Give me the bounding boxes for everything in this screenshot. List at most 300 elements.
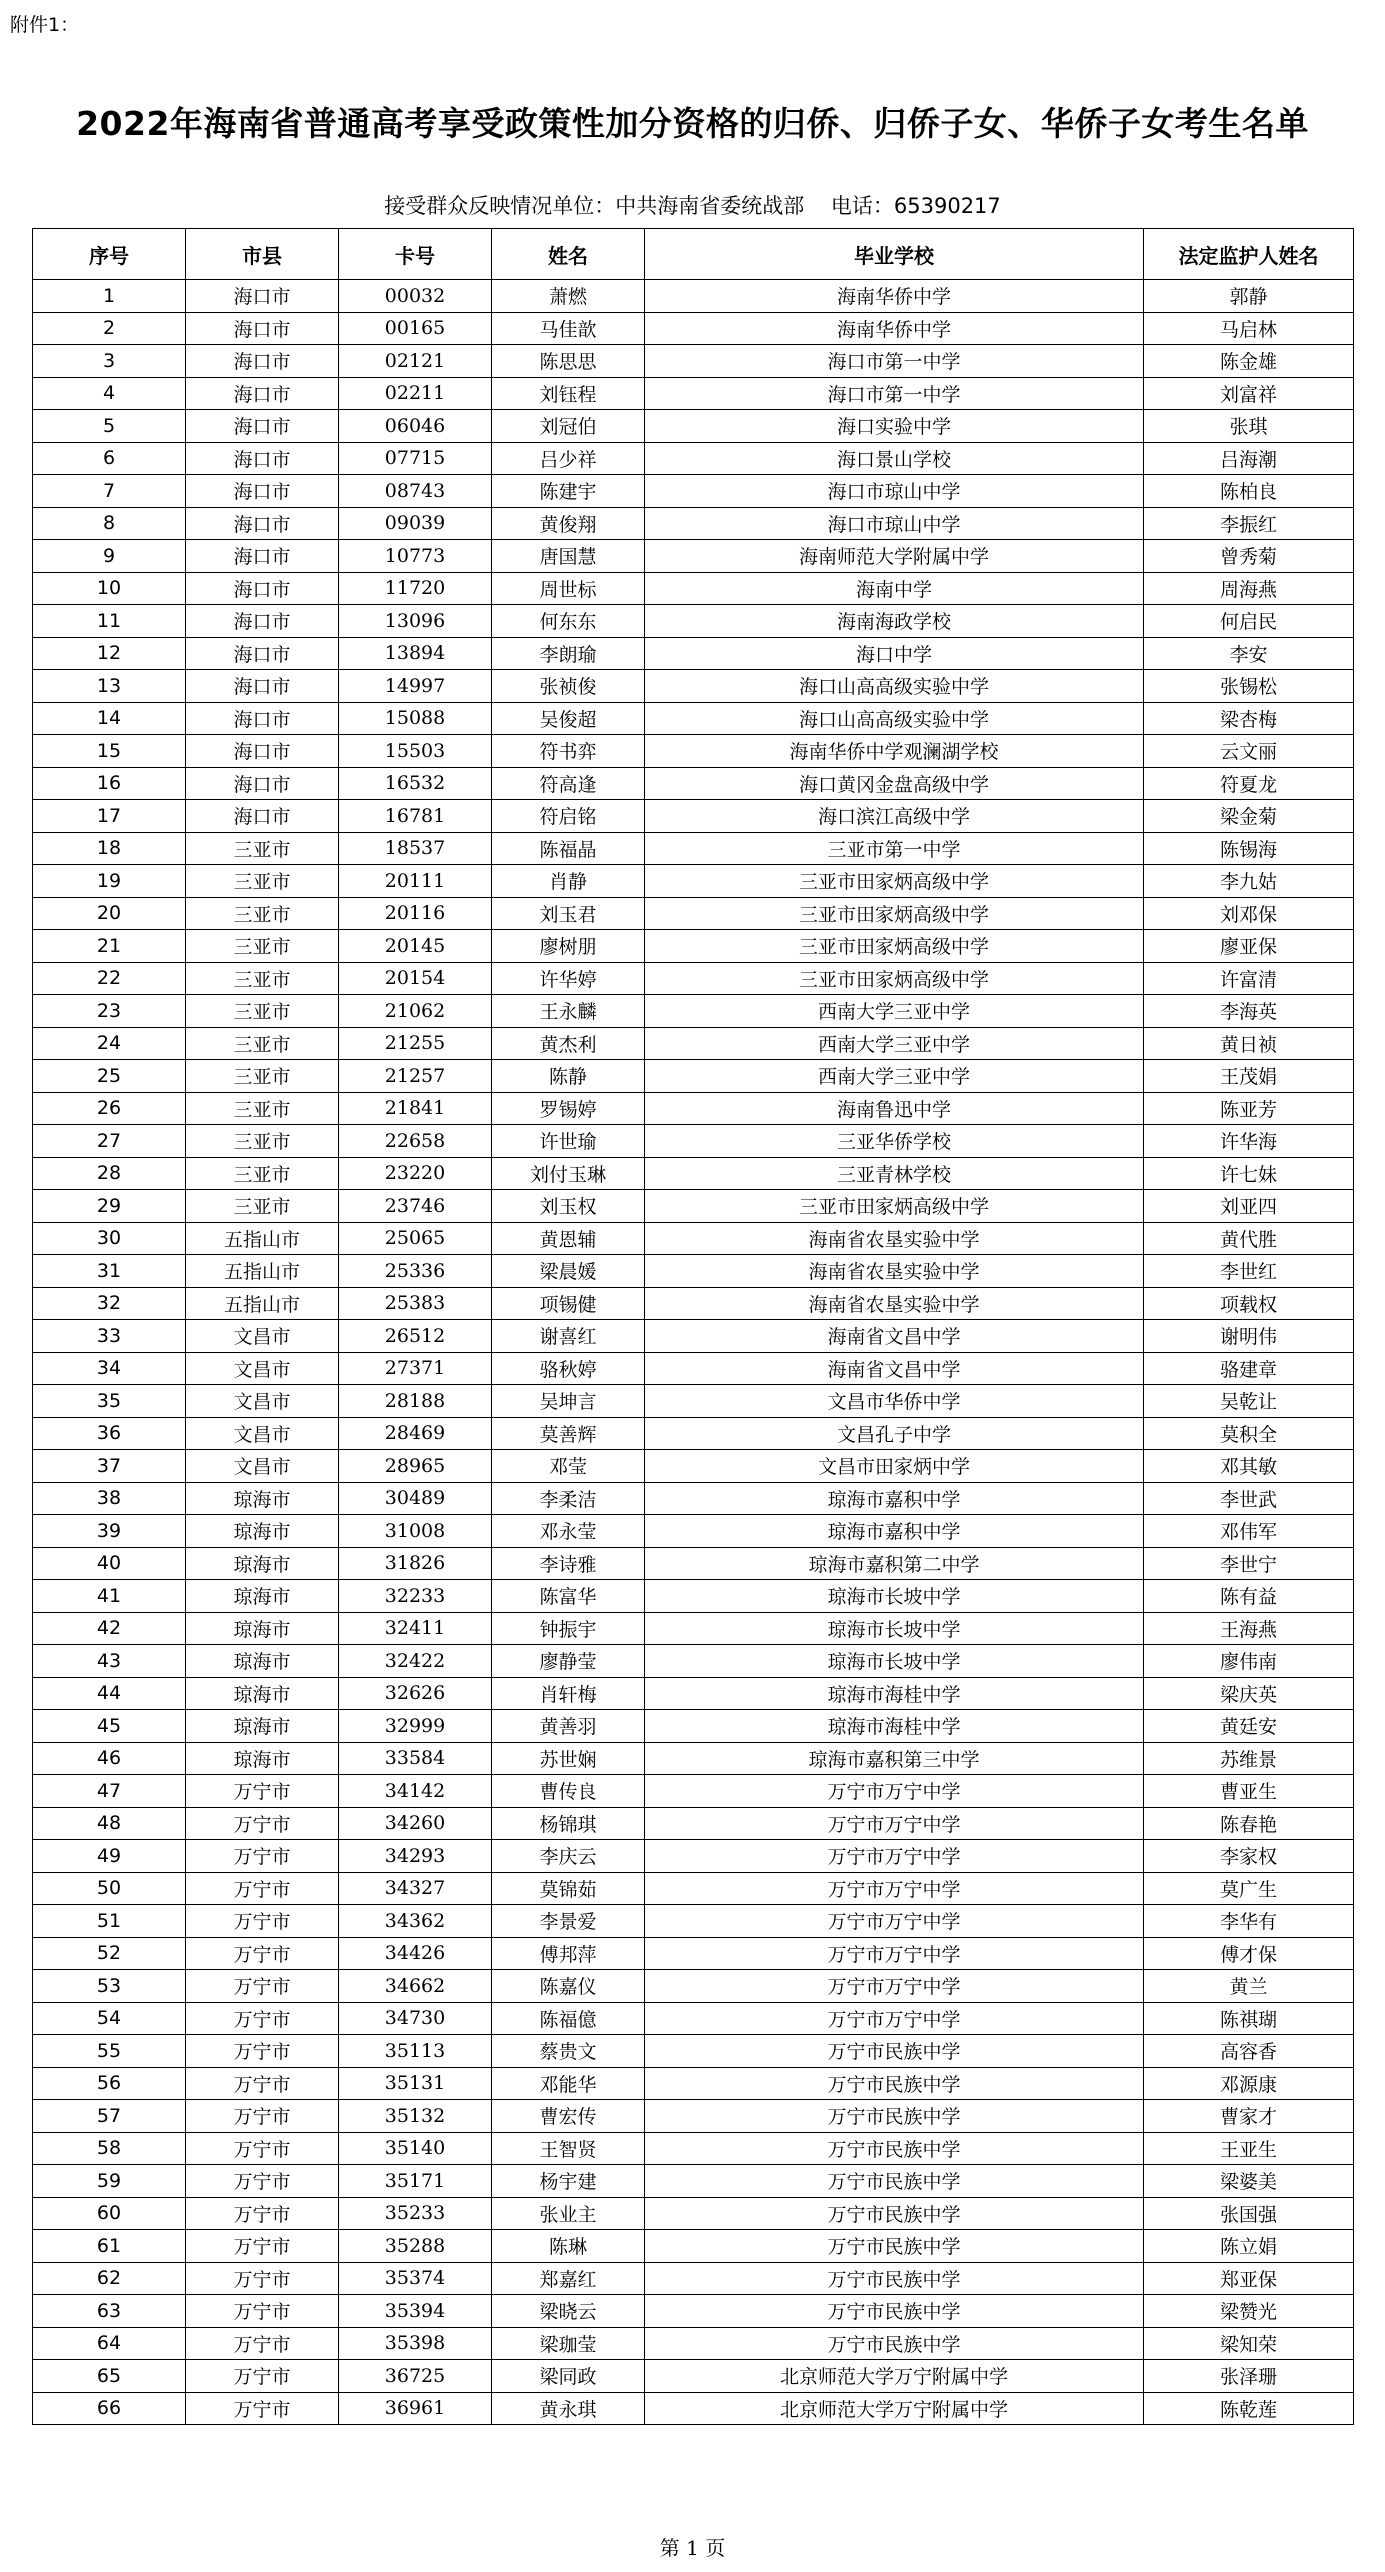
cell-guardian: 刘亚四: [1144, 1190, 1354, 1223]
cell-city: 万宁市: [186, 1970, 339, 2003]
cell-city: 万宁市: [186, 2360, 339, 2393]
cell-school: 万宁市万宁中学: [645, 1970, 1144, 2003]
header-school: 毕业学校: [645, 229, 1144, 280]
cell-seq: 32: [33, 1287, 186, 1320]
cell-card-number: 34362: [339, 1905, 492, 1938]
cell-school: 琼海市长坡中学: [645, 1612, 1144, 1645]
cell-student-name: 黄俊翔: [492, 507, 645, 540]
header-seq: 序号: [33, 229, 186, 280]
table-row: [33, 1742, 1354, 1775]
cell-city: 五指山市: [186, 1255, 339, 1288]
cell-student-name: 曹传良: [492, 1775, 645, 1808]
cell-seq: 41: [33, 1580, 186, 1613]
cell-school: 三亚市田家炳高级中学: [645, 962, 1144, 995]
cell-city: 海口市: [186, 767, 339, 800]
cell-seq: 16: [33, 767, 186, 800]
cell-seq: 6: [33, 442, 186, 475]
table-row: [33, 1872, 1354, 1905]
cell-guardian: 曹亚生: [1144, 1775, 1354, 1808]
cell-guardian: 李振红: [1144, 507, 1354, 540]
table-row: [33, 1287, 1354, 1320]
cell-city: 文昌市: [186, 1385, 339, 1418]
cell-card-number: 35394: [339, 2295, 492, 2328]
contact-line: [0, 190, 1385, 220]
cell-city: 琼海市: [186, 1677, 339, 1710]
cell-school: 海口山高高级实验中学: [645, 702, 1144, 735]
cell-student-name: 陈福億: [492, 2002, 645, 2035]
cell-card-number: 23746: [339, 1190, 492, 1223]
cell-school: 北京师范大学万宁附属中学: [645, 2392, 1144, 2425]
table-row: [33, 280, 1354, 313]
cell-school: 三亚市田家炳高级中学: [645, 865, 1144, 898]
cell-city: 海口市: [186, 280, 339, 313]
cell-card-number: 32626: [339, 1677, 492, 1710]
table-row: [33, 1190, 1354, 1223]
cell-school: 万宁市万宁中学: [645, 1872, 1144, 1905]
cell-school: 琼海市长坡中学: [645, 1645, 1144, 1678]
table-row: [33, 2295, 1354, 2328]
cell-city: 海口市: [186, 670, 339, 703]
cell-card-number: 34260: [339, 1807, 492, 1840]
cell-guardian: 廖伟南: [1144, 1645, 1354, 1678]
cell-seq: 12: [33, 637, 186, 670]
cell-guardian: 邓其敏: [1144, 1450, 1354, 1483]
cell-guardian: 邓源康: [1144, 2067, 1354, 2100]
cell-city: 万宁市: [186, 1807, 339, 1840]
cell-seq: 17: [33, 800, 186, 833]
cell-seq: 52: [33, 1937, 186, 1970]
cell-guardian: 陈春艳: [1144, 1807, 1354, 1840]
cell-seq: 55: [33, 2035, 186, 2068]
cell-seq: 53: [33, 1970, 186, 2003]
cell-guardian: 陈金雄: [1144, 345, 1354, 378]
cell-seq: 65: [33, 2360, 186, 2393]
cell-city: 海口市: [186, 540, 339, 573]
cell-school: 琼海市海桂中学: [645, 1677, 1144, 1710]
cell-school: 海南省农垦实验中学: [645, 1287, 1144, 1320]
cell-guardian: 张泽珊: [1144, 2360, 1354, 2393]
cell-city: 文昌市: [186, 1450, 339, 1483]
cell-seq: 34: [33, 1352, 186, 1385]
cell-card-number: 34293: [339, 1840, 492, 1873]
cell-school: 海口中学: [645, 637, 1144, 670]
cell-city: 万宁市: [186, 2392, 339, 2425]
table-row: [33, 2360, 1354, 2393]
cell-card-number: 20145: [339, 930, 492, 963]
cell-card-number: 34426: [339, 1937, 492, 1970]
cell-city: 琼海市: [186, 1547, 339, 1580]
cell-city: 海口市: [186, 377, 339, 410]
cell-school: 三亚市田家炳高级中学: [645, 897, 1144, 930]
table-row: [33, 670, 1354, 703]
cell-guardian: 何启民: [1144, 605, 1354, 638]
cell-guardian: 李安: [1144, 637, 1354, 670]
cell-student-name: 王永麟: [492, 995, 645, 1028]
cell-guardian: 郑亚保: [1144, 2262, 1354, 2295]
cell-school: 琼海市嘉积第二中学: [645, 1547, 1144, 1580]
cell-city: 琼海市: [186, 1742, 339, 1775]
cell-guardian: 曾秀菊: [1144, 540, 1354, 573]
cell-student-name: 邓永莹: [492, 1515, 645, 1548]
cell-student-name: 黄恩辅: [492, 1222, 645, 1255]
cell-student-name: 苏世娴: [492, 1742, 645, 1775]
cell-card-number: 25383: [339, 1287, 492, 1320]
cell-city: 万宁市: [186, 2132, 339, 2165]
cell-school: 万宁市万宁中学: [645, 1937, 1144, 1970]
contact-phone: 电话：65390217: [830, 194, 1001, 218]
cell-school: 万宁市民族中学: [645, 2165, 1144, 2198]
cell-city: 万宁市: [186, 2165, 339, 2198]
table-row: [33, 2230, 1354, 2263]
cell-city: 海口市: [186, 605, 339, 638]
cell-school: 海南华侨中学: [645, 312, 1144, 345]
table-row: [33, 800, 1354, 833]
cell-guardian: 李海英: [1144, 995, 1354, 1028]
cell-student-name: 蔡贵文: [492, 2035, 645, 2068]
cell-seq: 49: [33, 1840, 186, 1873]
cell-seq: 33: [33, 1320, 186, 1353]
table-row: [33, 2002, 1354, 2035]
cell-guardian: 李家权: [1144, 1840, 1354, 1873]
cell-guardian: 廖亚保: [1144, 930, 1354, 963]
cell-school: 万宁市民族中学: [645, 2262, 1144, 2295]
cell-guardian: 苏维景: [1144, 1742, 1354, 1775]
cell-guardian: 李华有: [1144, 1905, 1354, 1938]
cell-seq: 62: [33, 2262, 186, 2295]
table-row: [33, 2197, 1354, 2230]
table-row: [33, 1612, 1354, 1645]
cell-school: 万宁市民族中学: [645, 2132, 1144, 2165]
cell-card-number: 06046: [339, 410, 492, 443]
cell-city: 琼海市: [186, 1645, 339, 1678]
cell-card-number: 28188: [339, 1385, 492, 1418]
cell-school: 万宁市万宁中学: [645, 1775, 1144, 1808]
cell-city: 海口市: [186, 800, 339, 833]
cell-guardian: 黄日祯: [1144, 1027, 1354, 1060]
cell-student-name: 刘玉权: [492, 1190, 645, 1223]
cell-school: 万宁市民族中学: [645, 2035, 1144, 2068]
cell-school: 海口山高高级实验中学: [645, 670, 1144, 703]
cell-student-name: 陈富华: [492, 1580, 645, 1613]
cell-guardian: 吴乾让: [1144, 1385, 1354, 1418]
cell-seq: 40: [33, 1547, 186, 1580]
cell-school: 万宁市民族中学: [645, 2295, 1144, 2328]
cell-student-name: 刘钰程: [492, 377, 645, 410]
cell-school: 海口滨江高级中学: [645, 800, 1144, 833]
cell-guardian: 符夏龙: [1144, 767, 1354, 800]
cell-student-name: 周世标: [492, 572, 645, 605]
cell-school: 海口景山学校: [645, 442, 1144, 475]
cell-student-name: 萧燃: [492, 280, 645, 313]
cell-student-name: 陈静: [492, 1060, 645, 1093]
cell-school: 北京师范大学万宁附属中学: [645, 2360, 1144, 2393]
table-row: [33, 637, 1354, 670]
cell-student-name: 王智贤: [492, 2132, 645, 2165]
cell-seq: 58: [33, 2132, 186, 2165]
table-row: [33, 1547, 1354, 1580]
cell-city: 琼海市: [186, 1710, 339, 1743]
cell-student-name: 许世瑜: [492, 1125, 645, 1158]
cell-city: 万宁市: [186, 2035, 339, 2068]
cell-seq: 61: [33, 2230, 186, 2263]
cell-student-name: 李柔洁: [492, 1482, 645, 1515]
cell-student-name: 杨锦琪: [492, 1807, 645, 1840]
table-header-row: [33, 229, 1354, 280]
table-row: [33, 410, 1354, 443]
header-guardian: 法定监护人姓名: [1144, 229, 1354, 280]
cell-city: 海口市: [186, 312, 339, 345]
cell-card-number: 02211: [339, 377, 492, 410]
cell-guardian: 骆建章: [1144, 1352, 1354, 1385]
cell-city: 三亚市: [186, 1157, 339, 1190]
cell-seq: 14: [33, 702, 186, 735]
table-row: [33, 1385, 1354, 1418]
cell-card-number: 07715: [339, 442, 492, 475]
cell-guardian: 许七妹: [1144, 1157, 1354, 1190]
cell-school: 文昌市田家炳中学: [645, 1450, 1144, 1483]
cell-school: 万宁市民族中学: [645, 2100, 1144, 2133]
cell-city: 万宁市: [186, 1937, 339, 1970]
cell-guardian: 刘邓保: [1144, 897, 1354, 930]
cell-seq: 25: [33, 1060, 186, 1093]
cell-card-number: 11720: [339, 572, 492, 605]
cell-card-number: 36961: [339, 2392, 492, 2425]
contact-unit: 接受群众反映情况单位：中共海南省委统战部: [384, 194, 805, 218]
cell-school: 文昌孔子中学: [645, 1417, 1144, 1450]
cell-seq: 38: [33, 1482, 186, 1515]
cell-card-number: 35288: [339, 2230, 492, 2263]
table-row: [33, 702, 1354, 735]
cell-seq: 15: [33, 735, 186, 768]
cell-school: 海口实验中学: [645, 410, 1144, 443]
table-row: [33, 2132, 1354, 2165]
cell-card-number: 18537: [339, 832, 492, 865]
table-row: [33, 1060, 1354, 1093]
cell-guardian: 梁婆美: [1144, 2165, 1354, 2198]
cell-card-number: 34142: [339, 1775, 492, 1808]
cell-guardian: 项载权: [1144, 1287, 1354, 1320]
cell-city: 三亚市: [186, 930, 339, 963]
cell-school: 三亚青林学校: [645, 1157, 1144, 1190]
cell-guardian: 王亚生: [1144, 2132, 1354, 2165]
cell-card-number: 25336: [339, 1255, 492, 1288]
cell-city: 三亚市: [186, 1060, 339, 1093]
cell-school: 西南大学三亚中学: [645, 1027, 1144, 1060]
cell-card-number: 35171: [339, 2165, 492, 2198]
cell-city: 万宁市: [186, 2262, 339, 2295]
cell-card-number: 35398: [339, 2327, 492, 2360]
cell-guardian: 陈有益: [1144, 1580, 1354, 1613]
cell-school: 琼海市嘉积中学: [645, 1515, 1144, 1548]
cell-guardian: 刘富祥: [1144, 377, 1354, 410]
cell-student-name: 马佳歆: [492, 312, 645, 345]
table-row: [33, 377, 1354, 410]
cell-student-name: 符启铭: [492, 800, 645, 833]
table-row: [33, 2100, 1354, 2133]
cell-card-number: 34327: [339, 1872, 492, 1905]
table-row: [33, 2262, 1354, 2295]
table-row: [33, 930, 1354, 963]
roster-body: [33, 280, 1354, 2425]
cell-guardian: 李世宁: [1144, 1547, 1354, 1580]
roster-table: [32, 228, 1354, 2425]
cell-seq: 10: [33, 572, 186, 605]
cell-city: 三亚市: [186, 995, 339, 1028]
cell-seq: 50: [33, 1872, 186, 1905]
cell-card-number: 32999: [339, 1710, 492, 1743]
cell-city: 万宁市: [186, 2327, 339, 2360]
cell-student-name: 廖静莹: [492, 1645, 645, 1678]
table-row: [33, 1027, 1354, 1060]
table-row: [33, 832, 1354, 865]
cell-seq: 42: [33, 1612, 186, 1645]
table-row: [33, 1125, 1354, 1158]
cell-guardian: 李世红: [1144, 1255, 1354, 1288]
cell-school: 琼海市海桂中学: [645, 1710, 1144, 1743]
cell-city: 万宁市: [186, 1775, 339, 1808]
cell-card-number: 10773: [339, 540, 492, 573]
cell-student-name: 陈建宇: [492, 475, 645, 508]
cell-school: 海南华侨中学: [645, 280, 1144, 313]
table-row: [33, 345, 1354, 378]
cell-school: 海南省文昌中学: [645, 1320, 1144, 1353]
cell-city: 海口市: [186, 572, 339, 605]
table-row: [33, 1320, 1354, 1353]
cell-city: 万宁市: [186, 1872, 339, 1905]
cell-card-number: 08743: [339, 475, 492, 508]
cell-guardian: 黄兰: [1144, 1970, 1354, 2003]
table-row: [33, 1807, 1354, 1840]
cell-city: 万宁市: [186, 2100, 339, 2133]
cell-guardian: 张国强: [1144, 2197, 1354, 2230]
cell-city: 文昌市: [186, 1352, 339, 1385]
cell-card-number: 21257: [339, 1060, 492, 1093]
cell-city: 海口市: [186, 442, 339, 475]
cell-student-name: 李朗瑜: [492, 637, 645, 670]
cell-student-name: 罗锡婷: [492, 1092, 645, 1125]
cell-student-name: 梁晨媛: [492, 1255, 645, 1288]
cell-student-name: 吴俊超: [492, 702, 645, 735]
cell-card-number: 15088: [339, 702, 492, 735]
cell-student-name: 许华婷: [492, 962, 645, 995]
cell-school: 三亚市第一中学: [645, 832, 1144, 865]
cell-card-number: 36725: [339, 2360, 492, 2393]
cell-seq: 30: [33, 1222, 186, 1255]
table-row: [33, 1710, 1354, 1743]
cell-guardian: 梁庆英: [1144, 1677, 1354, 1710]
cell-seq: 21: [33, 930, 186, 963]
table-row: [33, 1092, 1354, 1125]
cell-card-number: 35131: [339, 2067, 492, 2100]
cell-city: 海口市: [186, 735, 339, 768]
cell-card-number: 00165: [339, 312, 492, 345]
cell-student-name: 黄永琪: [492, 2392, 645, 2425]
table-row: [33, 1905, 1354, 1938]
cell-seq: 3: [33, 345, 186, 378]
cell-seq: 2: [33, 312, 186, 345]
header-card-number: 卡号: [339, 229, 492, 280]
cell-city: 五指山市: [186, 1287, 339, 1320]
cell-card-number: 31008: [339, 1515, 492, 1548]
cell-card-number: 27371: [339, 1352, 492, 1385]
cell-guardian: 张锡松: [1144, 670, 1354, 703]
cell-school: 西南大学三亚中学: [645, 995, 1144, 1028]
cell-student-name: 符书弈: [492, 735, 645, 768]
cell-city: 海口市: [186, 702, 339, 735]
cell-student-name: 邓莹: [492, 1450, 645, 1483]
table-row: [33, 962, 1354, 995]
table-row: [33, 1677, 1354, 1710]
cell-seq: 37: [33, 1450, 186, 1483]
cell-student-name: 李景爱: [492, 1905, 645, 1938]
cell-student-name: 唐国慧: [492, 540, 645, 573]
cell-card-number: 35140: [339, 2132, 492, 2165]
cell-city: 三亚市: [186, 1125, 339, 1158]
cell-card-number: 28965: [339, 1450, 492, 1483]
cell-student-name: 曹宏传: [492, 2100, 645, 2133]
cell-seq: 11: [33, 605, 186, 638]
cell-school: 万宁市万宁中学: [645, 1840, 1144, 1873]
cell-student-name: 吕少祥: [492, 442, 645, 475]
cell-card-number: 32233: [339, 1580, 492, 1613]
cell-guardian: 黄代胜: [1144, 1222, 1354, 1255]
cell-school: 万宁市万宁中学: [645, 1807, 1144, 1840]
cell-seq: 29: [33, 1190, 186, 1223]
cell-card-number: 26512: [339, 1320, 492, 1353]
cell-school: 万宁市民族中学: [645, 2230, 1144, 2263]
cell-school: 万宁市万宁中学: [645, 1905, 1144, 1938]
cell-student-name: 陈琳: [492, 2230, 645, 2263]
cell-city: 海口市: [186, 475, 339, 508]
cell-guardian: 陈立娟: [1144, 2230, 1354, 2263]
cell-guardian: 陈祺瑚: [1144, 2002, 1354, 2035]
cell-city: 文昌市: [186, 1417, 339, 1450]
cell-card-number: 25065: [339, 1222, 492, 1255]
table-row: [33, 1157, 1354, 1190]
cell-seq: 20: [33, 897, 186, 930]
cell-card-number: 32411: [339, 1612, 492, 1645]
cell-card-number: 15503: [339, 735, 492, 768]
cell-card-number: 20154: [339, 962, 492, 995]
cell-guardian: 曹家才: [1144, 2100, 1354, 2133]
cell-seq: 13: [33, 670, 186, 703]
cell-seq: 36: [33, 1417, 186, 1450]
cell-student-name: 钟振宇: [492, 1612, 645, 1645]
cell-school: 琼海市嘉积第三中学: [645, 1742, 1144, 1775]
cell-student-name: 莫锦茹: [492, 1872, 645, 1905]
table-row: [33, 2067, 1354, 2100]
cell-guardian: 许富清: [1144, 962, 1354, 995]
cell-seq: 9: [33, 540, 186, 573]
cell-card-number: 35113: [339, 2035, 492, 2068]
cell-seq: 24: [33, 1027, 186, 1060]
cell-student-name: 黄善羽: [492, 1710, 645, 1743]
cell-seq: 4: [33, 377, 186, 410]
cell-guardian: 张琪: [1144, 410, 1354, 443]
cell-seq: 48: [33, 1807, 186, 1840]
cell-school: 琼海市长坡中学: [645, 1580, 1144, 1613]
cell-seq: 63: [33, 2295, 186, 2328]
cell-student-name: 廖树朋: [492, 930, 645, 963]
table-row: [33, 540, 1354, 573]
table-row: [33, 897, 1354, 930]
cell-city: 三亚市: [186, 1092, 339, 1125]
cell-seq: 5: [33, 410, 186, 443]
cell-seq: 60: [33, 2197, 186, 2230]
cell-guardian: 陈柏良: [1144, 475, 1354, 508]
cell-seq: 46: [33, 1742, 186, 1775]
table-row: [33, 1580, 1354, 1613]
